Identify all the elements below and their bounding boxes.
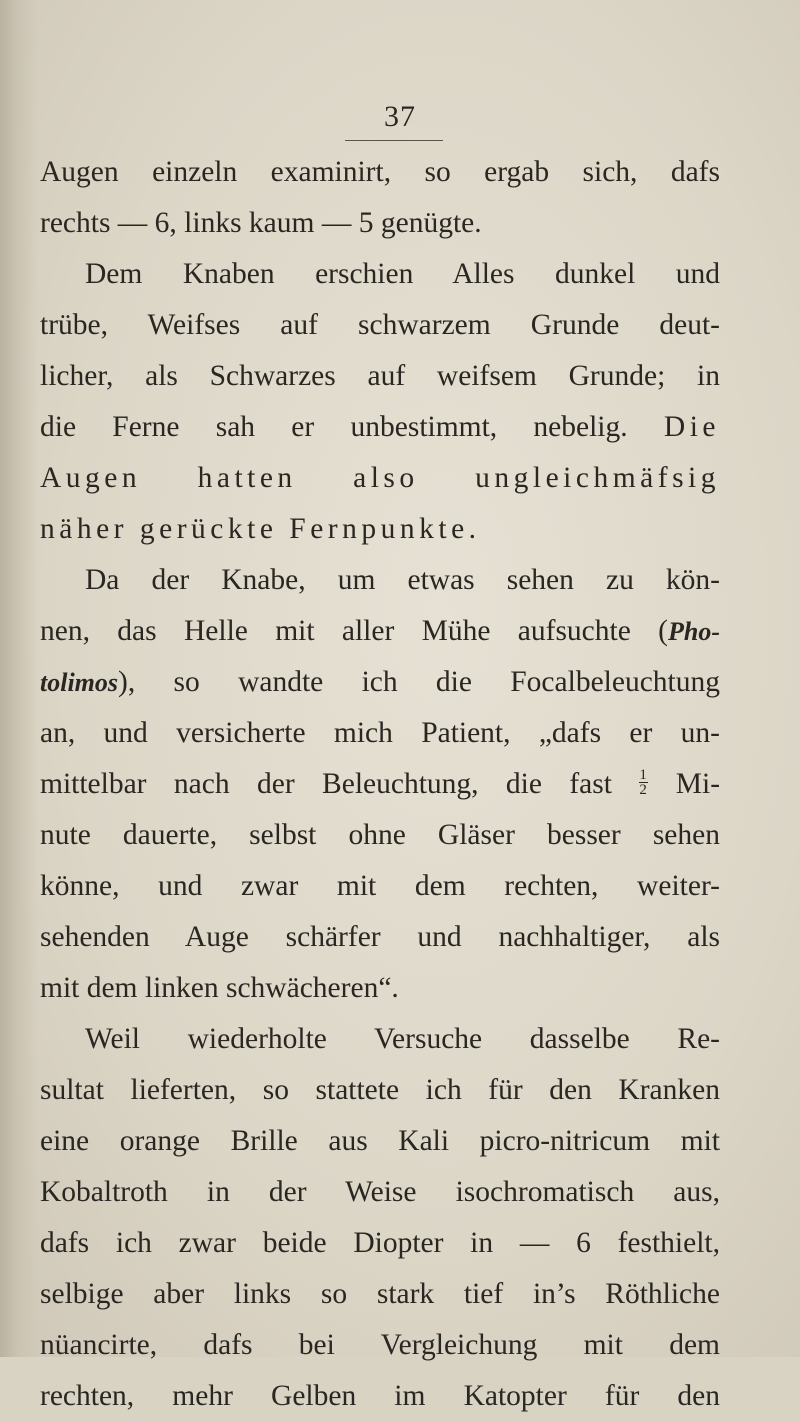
text-line: Weil wiederholte Versuche dasselbe Re- [85, 1023, 720, 1055]
text-line [40, 402, 720, 453]
text-line [40, 759, 720, 810]
italic-term: tolimos [40, 668, 119, 697]
text-span: mittelbar nach der Beleuchtung, die fast [40, 768, 612, 800]
header-rule [345, 140, 443, 141]
text-line: trübe, Weifses auf schwarzem Grunde deut- [40, 309, 720, 341]
text-span: ), so wandte ich die Focalbeleuchtung [118, 666, 720, 698]
text-span: Mi- [675, 768, 721, 800]
text-line: sehenden Auge schärfer und nachhaltiger, als [40, 921, 720, 953]
text-span: nen, das Helle mit aller Mühe aufsuchte ( [40, 615, 668, 647]
fraction-half [639, 768, 648, 797]
binding-shadow [0, 0, 38, 1357]
italic-term: Pho- [668, 617, 720, 646]
text-line: nute dauerte, selbst ohne Gläser besser sehen [40, 819, 720, 851]
text-line: rechts — 6, links kaum — 5 genügte. [40, 207, 482, 239]
text-line: nüancirte, dafs bei Vergleichung mit dem [40, 1329, 720, 1361]
body-text [40, 147, 720, 1422]
text-line: licher, als Schwarzes auf weifsem Grunde; in [40, 360, 720, 392]
text-line: rechten, mehr Gelben im Katopter für den [40, 1380, 720, 1412]
text-line: könne, und zwar mit dem rechten, weiter- [40, 870, 720, 902]
text-line: Kobaltroth in der Weise isochromatisch aus, [40, 1176, 720, 1208]
text-line: näher gerückte Fernpunkte. [40, 513, 481, 545]
text-line: Dem Knaben erschien Alles dunkel und [85, 258, 720, 290]
text-line: sultat lieferten, so stattete ich für den Kranken [40, 1074, 720, 1106]
text-line: eine orange Brille aus Kali picro-nitricum mit [40, 1125, 720, 1157]
text-line: dafs ich zwar beide Diopter in — 6 festhielt, [40, 1227, 720, 1259]
page-number: 37 [384, 100, 416, 133]
text-span: die Ferne sah er unbestimmt, nebelig. [40, 411, 628, 443]
text-line: mit dem linken schwächeren“. [40, 972, 399, 1004]
fraction-numerator: 1 [639, 766, 647, 783]
text-line: Da der Knabe, um etwas sehen zu kön- [85, 564, 720, 596]
text-line: Augen hatten also ungleichmäfsig [40, 462, 720, 494]
text-line [40, 657, 720, 708]
text-line [40, 606, 720, 657]
fraction-denominator: 2 [639, 781, 647, 798]
text-line: an, und versicherte mich Patient, „dafs er un- [40, 717, 720, 749]
text-line: selbige aber links so stark tief in’s Röthliche [40, 1278, 720, 1310]
text-line: Augen einzeln examinirt, so ergab sich, dafs [40, 156, 720, 188]
spaced-text-span: Die [663, 411, 720, 443]
